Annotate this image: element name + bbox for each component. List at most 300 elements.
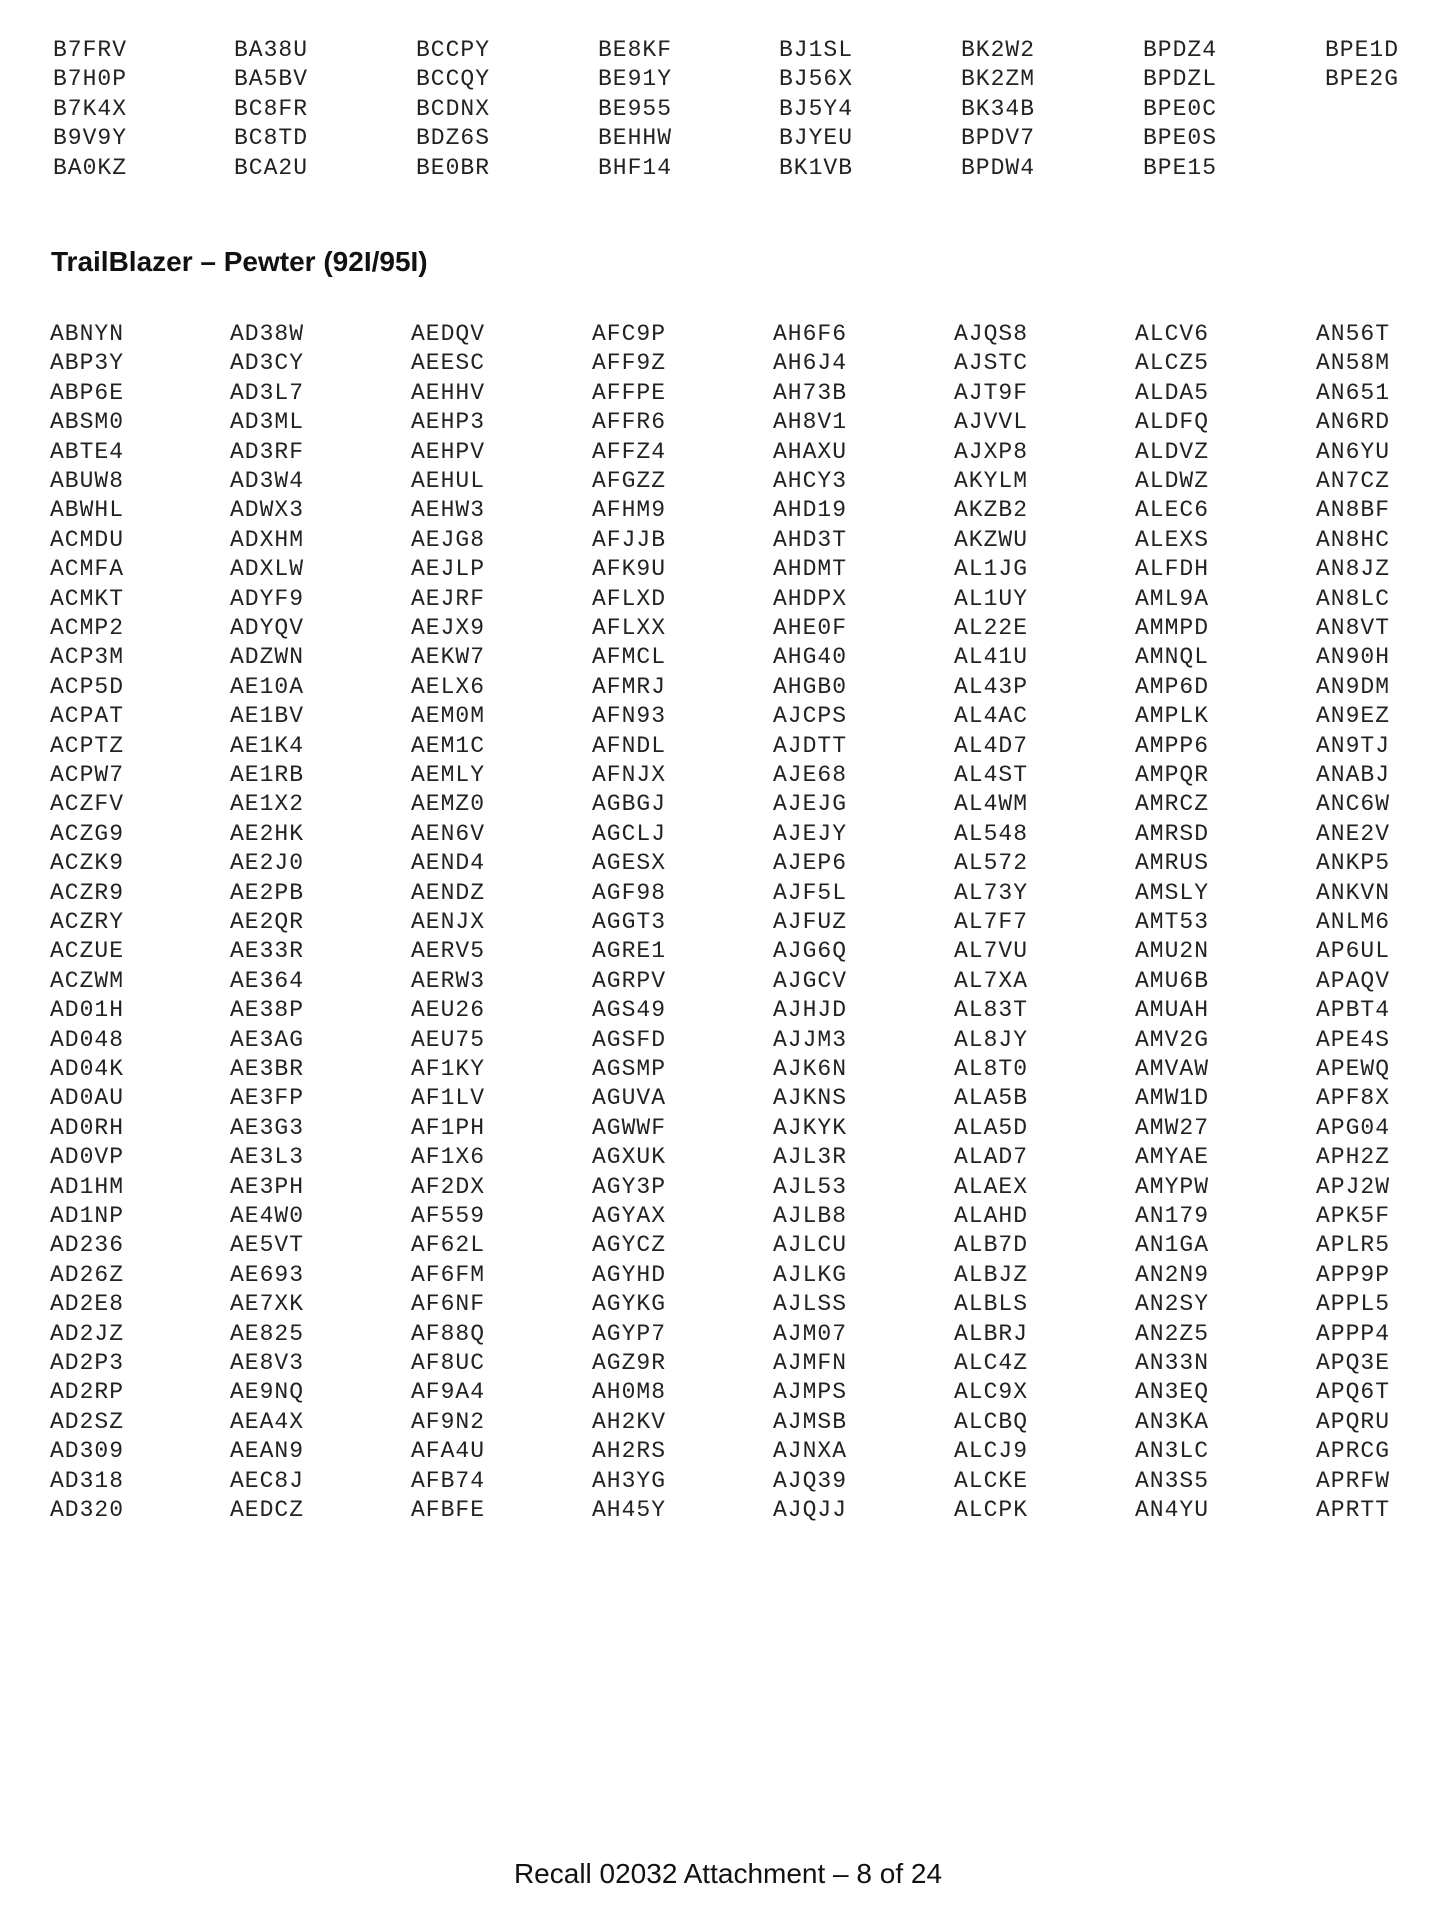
vin-code: AFGZZ <box>592 468 667 494</box>
vin-code: AFMRJ <box>592 673 667 700</box>
vin-code: AMPQR <box>1135 762 1210 788</box>
vin-code: APRTT <box>1316 1497 1391 1523</box>
vin-code: ADYF9 <box>230 585 305 612</box>
vin-code: AENDZ <box>411 879 486 906</box>
vin-code: AH2RS <box>592 1438 667 1465</box>
vin-code: AGY3P <box>592 1173 667 1200</box>
vin-code: AE364 <box>230 967 305 994</box>
vin-code: AEND4 <box>411 850 486 877</box>
vin-code: BA38U <box>234 37 309 63</box>
vin-code: AJT9F <box>954 379 1029 406</box>
vin-code: AD320 <box>50 1497 125 1523</box>
vin-code: AF6NF <box>411 1291 486 1318</box>
vin-code: AP6UL <box>1316 938 1391 965</box>
vin-code: ACPAT <box>50 703 125 730</box>
vin-code: AEMZ0 <box>411 791 486 818</box>
vin-code: AHD19 <box>773 497 848 524</box>
vin-code: AF1KY <box>411 1056 486 1082</box>
vin-code: AN3S5 <box>1135 1467 1210 1494</box>
vin-code: ACP3M <box>50 644 125 671</box>
vin-code: BEHHW <box>598 125 673 152</box>
vin-code: AF9A4 <box>411 1379 486 1406</box>
vin-code: AF1LV <box>411 1085 486 1112</box>
vin-code: AHCY3 <box>773 468 848 494</box>
vin-code: ALC9X <box>954 1379 1029 1406</box>
vin-code: AJMFN <box>773 1350 848 1376</box>
vin-code: APK5F <box>1316 1203 1391 1229</box>
vin-code: BE955 <box>598 95 673 122</box>
vin-code: AHAXU <box>773 438 848 465</box>
vin-code: AD236 <box>50 1232 125 1259</box>
vin-code: AEDQV <box>411 321 486 347</box>
vin-code: AJLCU <box>773 1232 848 1259</box>
vin-code: AN8LC <box>1316 585 1391 612</box>
vin-code: AJGCV <box>773 967 848 994</box>
vin-code: AD2SZ <box>50 1408 125 1435</box>
vin-code: ALDVZ <box>1135 438 1210 465</box>
vin-code: AF1X6 <box>411 1144 486 1171</box>
vin-code: B7FRV <box>53 37 128 63</box>
vin-code: AN179 <box>1135 1203 1210 1229</box>
vin-code: AGCLJ <box>592 820 667 847</box>
vin-code: AL548 <box>954 820 1029 847</box>
vin-code: AD2JZ <box>50 1320 125 1347</box>
vin-code: AJLSS <box>773 1291 848 1318</box>
vin-code: AJCPS <box>773 703 848 730</box>
vin-code: AELX6 <box>411 673 486 700</box>
vin-code: ALB7D <box>954 1232 1029 1259</box>
vin-code: AFFR6 <box>592 409 667 436</box>
vin-code: BJYEU <box>779 125 854 152</box>
vin-code: AMPLK <box>1135 703 1210 730</box>
vin-code: AJKYK <box>773 1114 848 1141</box>
vin-code: AMRCZ <box>1135 791 1210 818</box>
vin-code: AJNXA <box>773 1438 848 1465</box>
vin-code: AD01H <box>50 997 125 1024</box>
vin-code: APG04 <box>1316 1114 1391 1141</box>
vin-code: AN58M <box>1316 350 1391 377</box>
vin-code: AN8JZ <box>1316 556 1391 583</box>
vin-code: AGYP7 <box>592 1320 667 1347</box>
vin-code: AF1PH <box>411 1114 486 1141</box>
vin-code: AGESX <box>592 850 667 877</box>
vin-code: AD04K <box>50 1056 125 1082</box>
vin-code: ALCV6 <box>1135 321 1210 347</box>
vin-code: AL83T <box>954 997 1029 1024</box>
vin-code: AF88Q <box>411 1320 486 1347</box>
vin-code: ANE2V <box>1316 820 1391 847</box>
vin-code: AFN93 <box>592 703 667 730</box>
vin-code: AFK9U <box>592 556 667 583</box>
vin-code: ACZWM <box>50 967 125 994</box>
vin-code: AH6J4 <box>773 350 848 377</box>
vin-code: AD38W <box>230 321 305 347</box>
vin-code: AE2PB <box>230 879 305 906</box>
vin-code: AFLXD <box>592 585 667 612</box>
vin-code: ALAHD <box>954 1203 1029 1229</box>
vin-code: ALDFQ <box>1135 409 1210 436</box>
vin-code: AL43P <box>954 673 1029 700</box>
vin-code: AJQS8 <box>954 321 1029 347</box>
vin-code: AE2J0 <box>230 850 305 877</box>
vin-code: AN2N9 <box>1135 1261 1210 1288</box>
vin-code: AE8V3 <box>230 1350 305 1376</box>
vin-code: ANLM6 <box>1316 909 1391 935</box>
vin-code: AL8JY <box>954 1026 1029 1053</box>
vin-code: ALCBQ <box>954 1408 1029 1435</box>
vin-code: APJ2W <box>1316 1173 1391 1200</box>
vin-code: AJSTC <box>954 350 1029 377</box>
vin-code: ANKP5 <box>1316 850 1391 877</box>
vin-code: BE91Y <box>598 66 673 93</box>
vin-code: ACZFV <box>50 791 125 818</box>
vin-code: AE1X2 <box>230 791 305 818</box>
vin-code: AJK6N <box>773 1056 848 1082</box>
vin-code: AF559 <box>411 1203 486 1229</box>
vin-code: AMVAW <box>1135 1056 1210 1082</box>
vin-code: AD3W4 <box>230 468 305 494</box>
vin-code: AL572 <box>954 850 1029 877</box>
vin-code: AH0M8 <box>592 1379 667 1406</box>
vin-code: AJM07 <box>773 1320 848 1347</box>
vin-code: AH6F6 <box>773 321 848 347</box>
vin-code: BCCPY <box>416 37 491 63</box>
vin-code: ACPW7 <box>50 762 125 788</box>
vin-code: APQ6T <box>1316 1379 1391 1406</box>
vin-code: AGBGJ <box>592 791 667 818</box>
vin-code: APH2Z <box>1316 1144 1391 1171</box>
vin-code: ALA5B <box>954 1085 1029 1112</box>
vin-code: AEHUL <box>411 468 486 494</box>
vin-code: AD3L7 <box>230 379 305 406</box>
vin-code: ACZRY <box>50 909 125 935</box>
vin-code: AMU2N <box>1135 938 1210 965</box>
vin-code: AEJRF <box>411 585 486 612</box>
vin-code: AD318 <box>50 1467 125 1494</box>
vin-code: ALEC6 <box>1135 497 1210 524</box>
vin-code: APLR5 <box>1316 1232 1391 1259</box>
vin-code: APAQV <box>1316 967 1391 994</box>
vin-code: AE2HK <box>230 820 305 847</box>
vin-code: AL7XA <box>954 967 1029 994</box>
vin-code: APP9P <box>1316 1261 1391 1288</box>
vin-code: AEU75 <box>411 1026 486 1053</box>
vin-code: ACZK9 <box>50 850 125 877</box>
vin-code: AN7CZ <box>1316 468 1391 494</box>
vin-code: AN9DM <box>1316 673 1391 700</box>
vin-code: AMV2G <box>1135 1026 1210 1053</box>
vin-code: ACP5D <box>50 673 125 700</box>
vin-code: AGF98 <box>592 879 667 906</box>
vin-code: AMSLY <box>1135 879 1210 906</box>
vin-code: BE8KF <box>598 37 673 63</box>
vin-code: AEJG8 <box>411 526 486 553</box>
vin-code: AEM0M <box>411 703 486 730</box>
vin-code: AF6FM <box>411 1261 486 1288</box>
vin-code: AE10A <box>230 673 305 700</box>
vin-code: AE5VT <box>230 1232 305 1259</box>
vin-code: ADWX3 <box>230 497 305 524</box>
vin-code: AJDTT <box>773 732 848 759</box>
vin-code: AF62L <box>411 1232 486 1259</box>
vin-code: AN6YU <box>1316 438 1391 465</box>
vin-code: AE1K4 <box>230 732 305 759</box>
vin-code: ALAEX <box>954 1173 1029 1200</box>
vin-code: BK2W2 <box>961 37 1036 63</box>
vin-code: AEHPV <box>411 438 486 465</box>
vin-code: AFFPE <box>592 379 667 406</box>
vin-code: ALEXS <box>1135 526 1210 553</box>
vin-code: AGYAX <box>592 1203 667 1229</box>
vin-code: AMUAH <box>1135 997 1210 1024</box>
vin-code: AFNJX <box>592 762 667 788</box>
vin-code: BPE0C <box>1143 95 1218 122</box>
vin-code: AEU26 <box>411 997 486 1024</box>
vin-code: AH73B <box>773 379 848 406</box>
vin-code: AGS49 <box>592 997 667 1024</box>
vin-code: ALA5D <box>954 1114 1029 1141</box>
vin-code: AGYKG <box>592 1291 667 1318</box>
vin-code: AL7VU <box>954 938 1029 965</box>
vin-code: AE693 <box>230 1261 305 1288</box>
vin-code: AN90H <box>1316 644 1391 671</box>
vin-code: AE3G3 <box>230 1114 305 1141</box>
vin-code: AJG6Q <box>773 938 848 965</box>
vin-code: AE3PH <box>230 1173 305 1200</box>
vin-code: APE4S <box>1316 1026 1391 1053</box>
vin-code: AJEJG <box>773 791 848 818</box>
vin-code: AMNQL <box>1135 644 1210 671</box>
vin-code: AE2QR <box>230 909 305 935</box>
vin-code: BK2ZM <box>961 66 1036 93</box>
vin-code: ABWHL <box>50 497 125 524</box>
vin-code: BPDZ4 <box>1143 37 1218 63</box>
vin-code: AH45Y <box>592 1497 667 1523</box>
vin-code: AEDCZ <box>230 1497 305 1523</box>
vin-code: AEN6V <box>411 820 486 847</box>
vin-code: BE0BR <box>416 154 491 181</box>
vin-code: ABSM0 <box>50 409 125 436</box>
vin-code: AMRSD <box>1135 820 1210 847</box>
vin-code: AGSMP <box>592 1056 667 1082</box>
vin-code: AMPP6 <box>1135 732 1210 759</box>
vin-code: BA0KZ <box>53 154 128 181</box>
vin-code: AE33R <box>230 938 305 965</box>
vin-code: ACMP2 <box>50 615 125 641</box>
vin-code: AN33N <box>1135 1350 1210 1376</box>
vin-code: AERW3 <box>411 967 486 994</box>
vin-code: AFLXX <box>592 615 667 641</box>
vin-code: ABP3Y <box>50 350 125 377</box>
vin-code: AE3FP <box>230 1085 305 1112</box>
vin-code: AGRPV <box>592 967 667 994</box>
vin-code: AEAN9 <box>230 1438 305 1465</box>
vin-code: AL4ST <box>954 762 1029 788</box>
page-footer: Recall 02032 Attachment – 8 of 24 <box>513 1858 943 1889</box>
vin-code: ABP6E <box>50 379 125 406</box>
vin-code: AFB74 <box>411 1467 486 1494</box>
vin-code: BJ5Y4 <box>779 95 854 122</box>
vin-code: AHD3T <box>773 526 848 553</box>
vin-code: AEHP3 <box>411 409 486 436</box>
vin-code: AE3L3 <box>230 1144 305 1171</box>
vin-code: BDZ6S <box>416 125 491 152</box>
vin-code: AN8VT <box>1316 615 1391 641</box>
vin-code: AFHM9 <box>592 497 667 524</box>
vin-code: AL4WM <box>954 791 1029 818</box>
section-title: TrailBlazer – Pewter (92I/95I) <box>51 246 428 277</box>
vin-code: AJJM3 <box>773 1026 848 1053</box>
vin-code: ALFDH <box>1135 556 1210 583</box>
vin-code: AFA4U <box>411 1438 486 1465</box>
vin-code: ALAD7 <box>954 1144 1029 1171</box>
vin-code: AML9A <box>1135 585 1210 612</box>
vin-code: AHG40 <box>773 644 848 671</box>
vin-code: AHDPX <box>773 585 848 612</box>
vin-code: AN56T <box>1316 321 1391 347</box>
vin-code: AE7XK <box>230 1291 305 1318</box>
vin-code: AEMLY <box>411 762 486 788</box>
vin-code: ADXHM <box>230 526 305 553</box>
vin-code: AE1RB <box>230 762 305 788</box>
vin-code: AD048 <box>50 1026 125 1053</box>
vin-code: AGSFD <box>592 1026 667 1053</box>
vin-code: BK34B <box>961 95 1036 122</box>
vin-code: AEJLP <box>411 556 486 583</box>
vin-code: APRFW <box>1316 1467 1391 1494</box>
vin-code: AFC9P <box>592 321 667 347</box>
vin-code: AJE68 <box>773 762 848 788</box>
vin-code: AERV5 <box>411 938 486 965</box>
vin-code: AE9NQ <box>230 1379 305 1406</box>
vin-code: ANC6W <box>1316 791 1391 818</box>
vin-code: ALCZ5 <box>1135 350 1210 377</box>
vin-code: AMP6D <box>1135 673 1210 700</box>
vin-code: AJQ39 <box>773 1467 848 1494</box>
vin-code: AD1HM <box>50 1173 125 1200</box>
vin-code: AD3ML <box>230 409 305 436</box>
vin-code: AN3EQ <box>1135 1379 1210 1406</box>
vin-code: AL8T0 <box>954 1056 1029 1082</box>
vin-code: AD2E8 <box>50 1291 125 1318</box>
vin-code: ALDWZ <box>1135 468 1210 494</box>
vin-code: BC8FR <box>234 95 309 122</box>
vin-code: AKZB2 <box>954 497 1029 524</box>
vin-code: AGYHD <box>592 1261 667 1288</box>
vin-code: BCDNX <box>416 95 491 122</box>
vin-code: ANABJ <box>1316 762 1391 788</box>
vin-code: AGZ9R <box>592 1350 667 1376</box>
vin-code: AFNDL <box>592 732 667 759</box>
vin-code: ABNYN <box>50 321 125 347</box>
vin-code: AJLB8 <box>773 1203 848 1229</box>
vin-code: AN9EZ <box>1316 703 1391 730</box>
vin-code: BJ56X <box>779 66 854 93</box>
vin-code: AEM1C <box>411 732 486 759</box>
vin-code: ADXLW <box>230 556 305 583</box>
vin-code: AHDMT <box>773 556 848 583</box>
vin-code: AF8UC <box>411 1350 486 1376</box>
vin-code: AH8V1 <box>773 409 848 436</box>
vin-code: AJL53 <box>773 1173 848 1200</box>
vin-code: AL41U <box>954 644 1029 671</box>
vin-code: ACZUE <box>50 938 125 965</box>
vin-code: AN2Z5 <box>1135 1320 1210 1347</box>
vin-code: AJVVL <box>954 409 1029 436</box>
vin-code: AJQJJ <box>773 1497 848 1523</box>
vin-code: APEWQ <box>1316 1056 1391 1082</box>
vin-code: AMYAE <box>1135 1144 1210 1171</box>
vin-code: AD0RH <box>50 1114 125 1141</box>
vin-code: BC8TD <box>234 125 309 152</box>
vin-code: AMW1D <box>1135 1085 1210 1112</box>
vin-code: AN9TJ <box>1316 732 1391 759</box>
vin-code: AL7F7 <box>954 909 1029 935</box>
vin-code: ACMKT <box>50 585 125 612</box>
vin-code: BA5BV <box>234 66 309 93</box>
vin-code: BPDV7 <box>961 125 1036 152</box>
vin-code: AMU6B <box>1135 967 1210 994</box>
vin-code: AFMCL <box>592 644 667 671</box>
vin-code: ALCKE <box>954 1467 1029 1494</box>
vin-code: AFBFE <box>411 1497 486 1523</box>
vin-code: AD0VP <box>50 1144 125 1171</box>
vin-code: ABTE4 <box>50 438 125 465</box>
vin-code: BCCQY <box>416 66 491 93</box>
vin-code: AKZWU <box>954 526 1029 553</box>
vin-code: BJ1SL <box>779 37 854 63</box>
vin-code: AE38P <box>230 997 305 1024</box>
vin-code: AD309 <box>50 1438 125 1465</box>
vin-code: AL4D7 <box>954 732 1029 759</box>
vin-code: AL73Y <box>954 879 1029 906</box>
vin-code: ALDA5 <box>1135 379 1210 406</box>
vin-code: AJKNS <box>773 1085 848 1112</box>
vin-code: AGRE1 <box>592 938 667 965</box>
vin-code: ACMFA <box>50 556 125 583</box>
vin-code: AE3AG <box>230 1026 305 1053</box>
vin-code: B7K4X <box>53 95 128 122</box>
vin-code: AGGT3 <box>592 909 667 935</box>
vin-code: AD3RF <box>230 438 305 465</box>
vin-code: AGWWF <box>592 1114 667 1141</box>
vin-code: APPP4 <box>1316 1320 1391 1347</box>
vin-code: AEJX9 <box>411 615 486 641</box>
vin-code: AL1JG <box>954 556 1029 583</box>
vin-code: BPE15 <box>1143 154 1218 181</box>
vin-code: AJMPS <box>773 1379 848 1406</box>
vin-code: AEKW7 <box>411 644 486 671</box>
vin-code: APRCG <box>1316 1438 1391 1465</box>
vin-code: AN2SY <box>1135 1291 1210 1318</box>
vin-code: AD0AU <box>50 1085 125 1112</box>
vin-code: AE825 <box>230 1320 305 1347</box>
vin-code: BPE2G <box>1325 66 1400 93</box>
vin-code: AFFZ4 <box>592 438 667 465</box>
vin-code: APPL5 <box>1316 1291 1391 1318</box>
vin-code: ALCJ9 <box>954 1438 1029 1465</box>
vin-code: AN3LC <box>1135 1438 1210 1465</box>
vin-code: AJLKG <box>773 1261 848 1288</box>
vin-code: AJEJY <box>773 820 848 847</box>
vin-code: ADYQV <box>230 615 305 641</box>
vin-code: BCA2U <box>234 154 309 181</box>
vin-code: AGUVA <box>592 1085 667 1112</box>
vin-code: AN651 <box>1316 379 1391 406</box>
vin-code: ALC4Z <box>954 1350 1029 1376</box>
vin-code: AD2RP <box>50 1379 125 1406</box>
vin-code: AMYPW <box>1135 1173 1210 1200</box>
